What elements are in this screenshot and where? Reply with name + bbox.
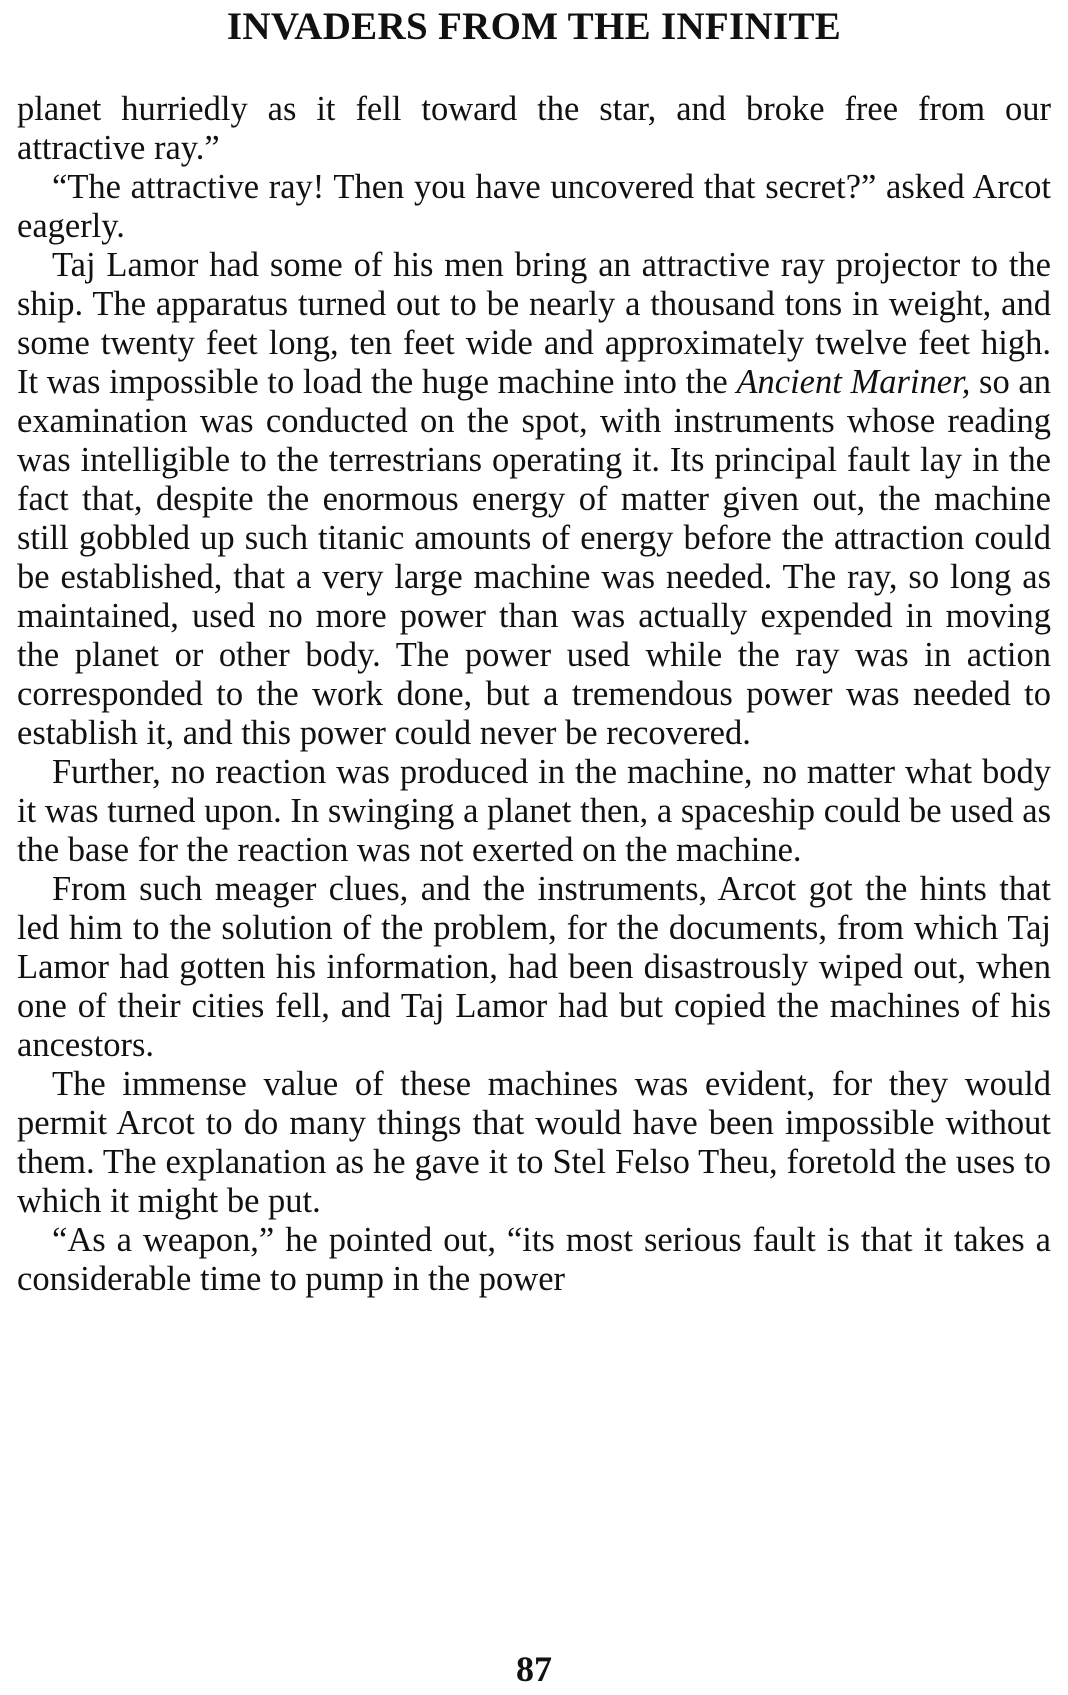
paragraph-3-text-before: Taj Lamor had some of his men bring an attractive ray projector to the ship. The apparatus turned out to be nearly a thousand tons in weight, and some twenty feet long, ten feet wide and approximately twelve feet high. It was impossible to load the huge machine into the	[17, 246, 1051, 401]
paragraph-2: “The attractive ray! Then you have uncovered that secret?” asked Arcot eagerly.	[17, 168, 1051, 245]
paragraph-3-text-after: so an examination was conducted on the spot, with instruments whose reading was intelligible to the terrestrians operating it. Its principal fault lay in the fact that, despite the enormous energy of matter given out, the machine still gobbled up such titanic amounts of energy before the attraction could be established, that a very large machine was needed. The ray, so long as maintained, used no more power than was actually expended in moving the planet or other body. The power used while the ray was in action corresponded to the work done, but a tremendous power was needed to establish it, and this power could never be recovered.	[17, 363, 1051, 752]
paragraph-7: “As a weapon,” he pointed out, “its most serious fault is that it takes a considerable time to pump in the power	[17, 1221, 1051, 1298]
ship-name: Ancient Mariner,	[736, 363, 971, 401]
page-number: 87	[516, 1649, 552, 1689]
paragraph-1: planet hurriedly as it fell toward the star, and broke free from our attractive ray.”	[17, 90, 1051, 167]
paragraph-3	[17, 246, 1051, 753]
paragraph-5: From such meager clues, and the instruments, Arcot got the hints that led him to the solution of the problem, for the documents, from which Taj Lamor had gotten his information, had been disastrously wiped out, when one of their cities fell, and Taj Lamor had but copied the machines of his ancestors.	[17, 870, 1051, 1064]
paragraph-4: Further, no reaction was produced in the machine, no matter what body it was turned upon. In swinging a planet then, a spaceship could be used as the base for the reaction was not exerted on the machine.	[17, 753, 1051, 869]
paragraph-6: The immense value of these machines was evident, for they would permit Arcot to do many things that would have been impossible without them. The explanation as he gave it to Stel Felso Theu, foretold the uses to which it might be put.	[17, 1065, 1051, 1220]
running-title: INVADERS FROM THE INFINITE	[226, 5, 842, 48]
body-text	[17, 90, 1051, 1299]
